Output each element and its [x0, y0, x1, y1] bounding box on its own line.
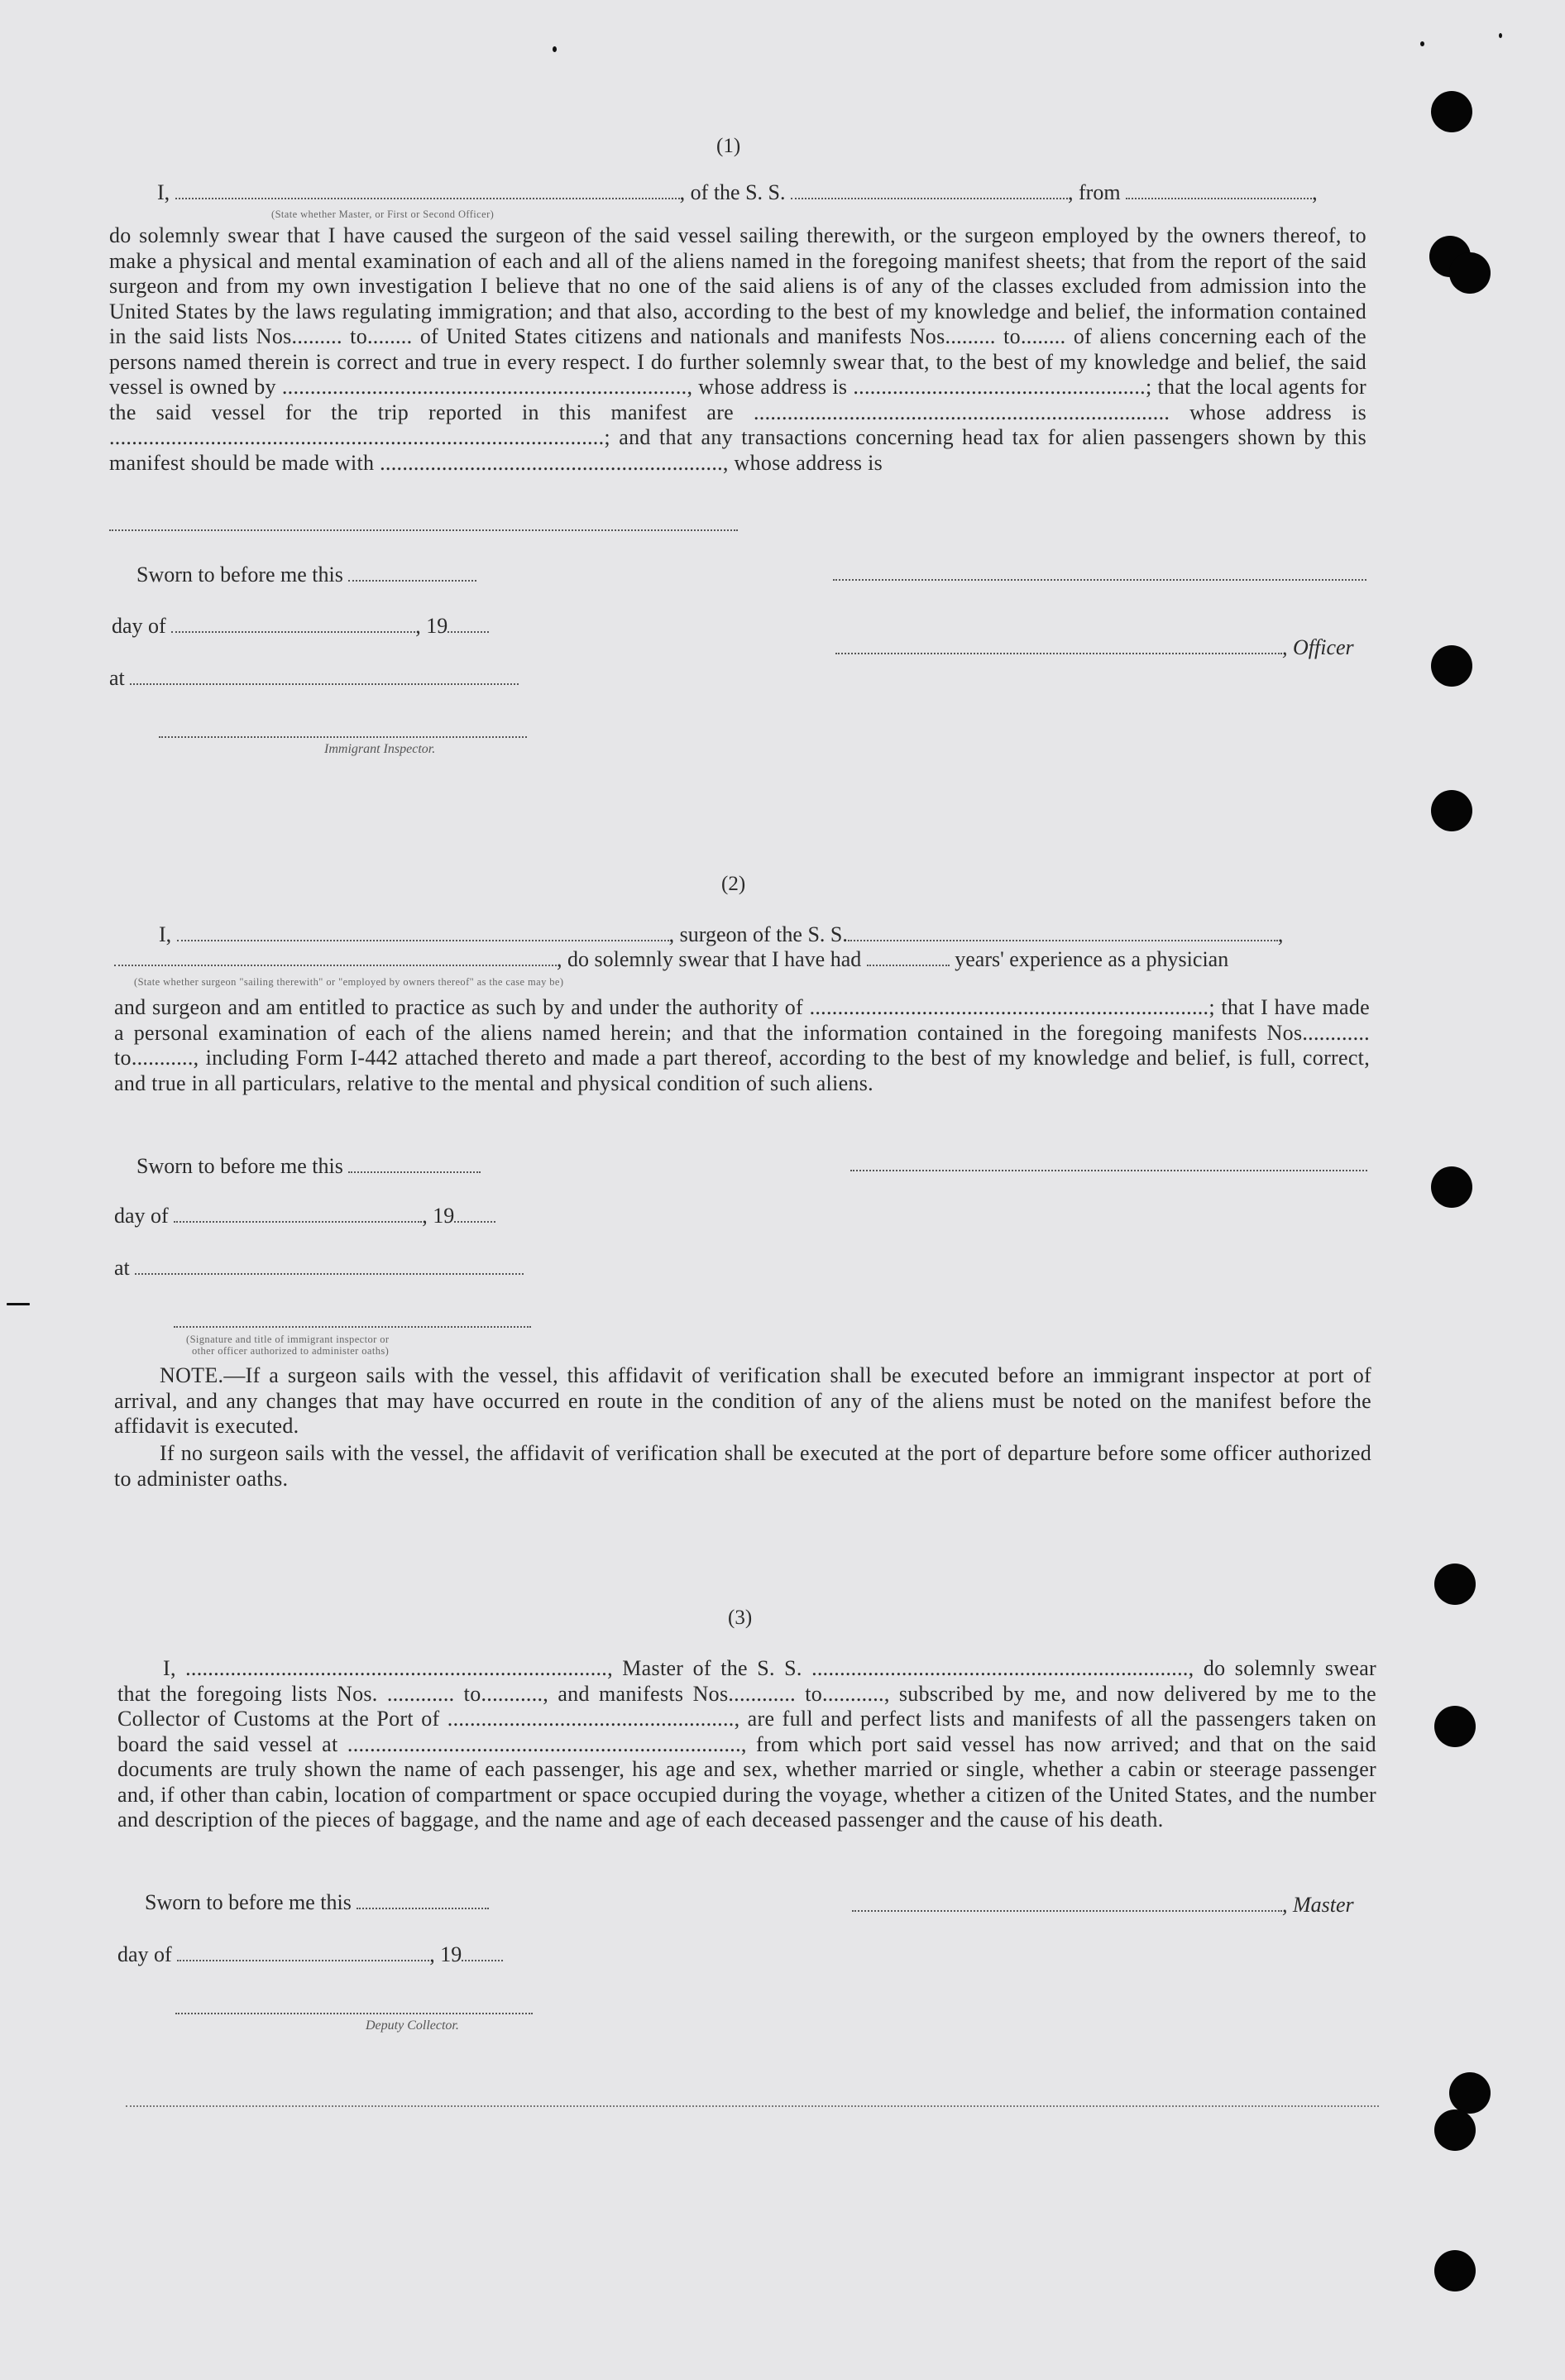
s3-master-line — [852, 1893, 1354, 1918]
s3-year-field — [462, 1943, 503, 1961]
s1-inspector-sig-field — [159, 736, 527, 738]
s1-at-line — [109, 666, 519, 691]
punch-hole — [1431, 790, 1472, 831]
s2-sig-caption-1: (Signature and title of immigrant inspector or — [186, 1334, 390, 1345]
s1-officer-line — [835, 635, 1354, 660]
s2-do-solemnly-label: , do solemnly swear that I have had — [557, 947, 862, 971]
punch-hole — [1449, 252, 1491, 294]
s3-collector-caption: Deputy Collector. — [366, 2018, 459, 2033]
punch-hole — [1449, 2072, 1491, 2114]
s2-sworn-line — [136, 1154, 481, 1179]
s1-comma: , — [1312, 180, 1318, 204]
s1-from-label: , from — [1068, 180, 1121, 204]
punch-hole — [1434, 1564, 1476, 1605]
punch-hole — [1431, 1166, 1472, 1208]
speck — [553, 46, 557, 52]
s3-year-label: , 19 — [429, 1942, 462, 1966]
s1-of-the-ss-label: , of the S. S. — [679, 180, 786, 204]
s1-officer-label: , Officer — [1282, 635, 1354, 659]
s2-inspector-sig-field — [174, 1326, 531, 1328]
punch-hole — [1434, 2109, 1476, 2151]
s2-i-label: I, — [159, 922, 172, 946]
s3-master-field — [852, 1894, 1282, 1912]
s2-ship-field — [848, 923, 1278, 941]
s2-sworn-field — [348, 1155, 481, 1173]
s2-capacity-field — [114, 948, 557, 966]
s1-sworn-line — [136, 563, 476, 587]
s1-day-label: day of — [112, 614, 166, 638]
s1-officer-field — [835, 636, 1282, 654]
s1-rank-caption: (State whether Master, or First or Second Officer) — [271, 208, 495, 220]
s2-name-field — [177, 923, 669, 941]
s2-at-label: at — [114, 1256, 130, 1280]
s2-day-label: day of — [114, 1204, 169, 1228]
s2-day-field — [174, 1204, 422, 1223]
s2-note-2: If no surgeon sails with the vessel, the affidavit of verification shall be executed at the port of departure before some officer authorized to administer oaths. — [114, 1441, 1371, 1491]
s2-line1 — [159, 922, 1283, 947]
s1-year-label: , 19 — [415, 614, 448, 638]
punch-hole — [1434, 2250, 1476, 2291]
s1-from-field — [1126, 181, 1312, 199]
s2-at-field — [135, 1257, 524, 1275]
s3-collector-sig-field — [175, 2013, 533, 2014]
speck — [1499, 33, 1502, 38]
s2-signature-field — [850, 1170, 1367, 1171]
s1-sworn-field — [348, 563, 476, 582]
s1-signature-field — [833, 579, 1366, 581]
s2-surgeon-of-label: , surgeon of the S. S. — [668, 922, 848, 946]
s2-years-field — [867, 948, 950, 966]
s1-at-field — [130, 667, 519, 685]
s1-body: do solemnly swear that I have caused the surgeon of the said vessel sailing therewith, or the surgeon employed by the owners thereof, to make a physical and mental examination of each and all of the aliens named in the foregoing manifest sheets; that from the report of the said surgeon and from my own investigation I believe that no one of the said aliens is of any of the classes excluded from admission into the United States by the laws regulating immigration; and that also, according to the best of my knowledge and belief, the information contained in the said lists Nos......... to........ of United States citizens and nationals and manifests Nos......... to........ of aliens concerning each of the persons named therein is correct and true in every respect. I do further solemnly swear that, to the best of my knowledge and belief, the said vessel is owned by ........................................................................, whose address is ....................................................; that the local agents for the said vessel for the trip reported in this manifest are .......................................................................... whose address is ........................................................................................; and that any transactions concerning head tax for alien passengers shown by this manifest should be made with ............................................................., whose address is — [109, 223, 1366, 475]
s1-day-field — [171, 615, 415, 633]
s3-body: I, ..........................................................................., Master of the S. S. ..................................................................., do solemnly swear that the foregoing lists Nos. ............ to..........., and manifests Nos............ to..........., subscribed by me, and now delivered by me to the Collector of Customs at the Port of ..................................................., are full and perfect lists and manifests of all the passengers taken on board the said vessel at ......................................................................, from which port said vessel has now arrived; and that on the said documents are truly shown the name of each passenger, his age and sex, whether married or single, whether a cabin or steerage passenger and, if other than cabin, location of compartment or space occupied during the voyage, whether a citizen of the United States, and the number and description of the pieces of baggage, and the name and age of each deceased passenger and the cause of his death. — [117, 1656, 1376, 1832]
s1-at-label: at — [109, 666, 125, 690]
punch-hole — [1431, 645, 1472, 687]
punch-hole — [1431, 91, 1472, 132]
s3-sworn-label: Sworn to before me this — [145, 1890, 352, 1914]
s2-sworn-label: Sworn to before me this — [136, 1154, 343, 1178]
speck — [7, 1303, 30, 1305]
s1-line1 — [157, 180, 1318, 205]
s3-day-line — [117, 1942, 503, 1967]
s2-body: and surgeon and am entitled to practice as such by and under the authority of .......................................................................; that I have made a personal examination of each of the aliens named herein; and that the information contained in the foregoing manifests Nos............ to..........., including Form I-442 attached thereto and made a part thereof, according to the best of my knowledge and belief, is full, correct, and true in all particulars, relative to the mental and physical condition of such aliens. — [114, 995, 1370, 1095]
s1-ship-field — [791, 181, 1068, 199]
s1-address-field — [109, 529, 738, 531]
s2-year-label: , 19 — [422, 1204, 455, 1228]
section-1-number: (1) — [716, 135, 741, 157]
s3-master-label: , Master — [1282, 1893, 1354, 1917]
s1-day-line — [112, 614, 489, 639]
s2-year-field — [454, 1204, 495, 1223]
s1-sworn-label: Sworn to before me this — [136, 563, 343, 587]
s1-rank-field — [175, 181, 680, 199]
s3-day-field — [177, 1943, 429, 1961]
s3-sworn-field — [357, 1891, 489, 1909]
s2-capacity-caption: (State whether surgeon "sailing therewith" or "employed by owners thereof" as the case may be) — [134, 976, 564, 988]
punch-hole — [1434, 1706, 1476, 1747]
speck — [1420, 41, 1424, 46]
s2-sig-caption-2: other officer authorized to administer oaths) — [192, 1345, 390, 1357]
section-3-number: (3) — [728, 1607, 753, 1629]
s3-day-label: day of — [117, 1942, 172, 1966]
s2-line2 — [114, 947, 1228, 972]
section-2-number: (2) — [721, 873, 746, 895]
s3-sworn-line — [145, 1890, 489, 1915]
footer-rule — [126, 2105, 1379, 2107]
s2-day-line — [114, 1204, 495, 1228]
s2-comma: , — [1277, 922, 1284, 946]
s2-note: NOTE.—If a surgeon sails with the vessel, this affidavit of verification shall be executed before an immigrant inspector at port of arrival, and any changes that may have occurred en route in the condition of any of the aliens must be noted on the manifest before the affidavit is executed. — [114, 1363, 1371, 1438]
s1-year-field — [447, 615, 489, 633]
s1-i-label: I, — [157, 180, 170, 204]
s2-years-label: years' experience as a physician — [955, 947, 1229, 971]
s2-at-line — [114, 1256, 524, 1281]
s1-inspector-caption: Immigrant Inspector. — [324, 742, 436, 756]
